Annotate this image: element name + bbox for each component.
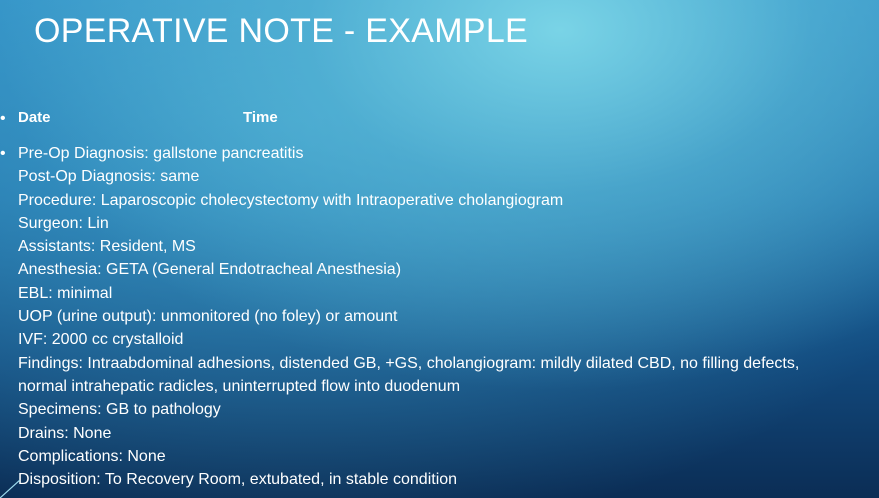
findings-continuation-line: normal intrahepatic radicles, uninterrupted flow into duodenum [18,377,461,395]
procedure-line: Procedure: Laparoscopic cholecystectomy with Intraoperative cholangiogram [18,191,564,209]
findings-line: Findings: Intraabdominal adhesions, distended GB, +GS, cholangiogram: mildly dilated CBD, no filling defects, [18,354,800,372]
bullet-marker: • [0,110,6,127]
bullet-marker: • [0,145,6,162]
decorative-corner-line [0,478,20,498]
ivf-line: IVF: 2000 cc crystalloid [18,331,184,349]
uop-line: UOP (urine output): unmonitored (no foley) or amount [18,308,398,326]
ebl-line: EBL: minimal [18,284,113,302]
anesthesia-line: Anesthesia: GETA (General Endotracheal Anesthesia) [18,261,402,279]
pre-op-diagnosis-line: Pre-Op Diagnosis: gallstone pancreatitis [18,145,304,162]
specimens-line: Specimens: GB to pathology [18,401,221,419]
date-label: Date [18,109,51,126]
assistants-line: Assistants: Resident, MS [18,238,196,256]
time-label: Time [243,109,278,126]
complications-line: Complications: None [18,447,166,465]
operative-details [18,142,876,491]
surgeon-line: Surgeon: Lin [18,214,109,232]
slide-title: OPERATIVE NOTE - EXAMPLE [34,12,529,50]
drains-line: Drains: None [18,424,112,442]
disposition-line: Disposition: To Recovery Room, extubated, in stable condition [18,471,458,489]
post-op-diagnosis-line: Post-Op Diagnosis: same [18,168,200,186]
